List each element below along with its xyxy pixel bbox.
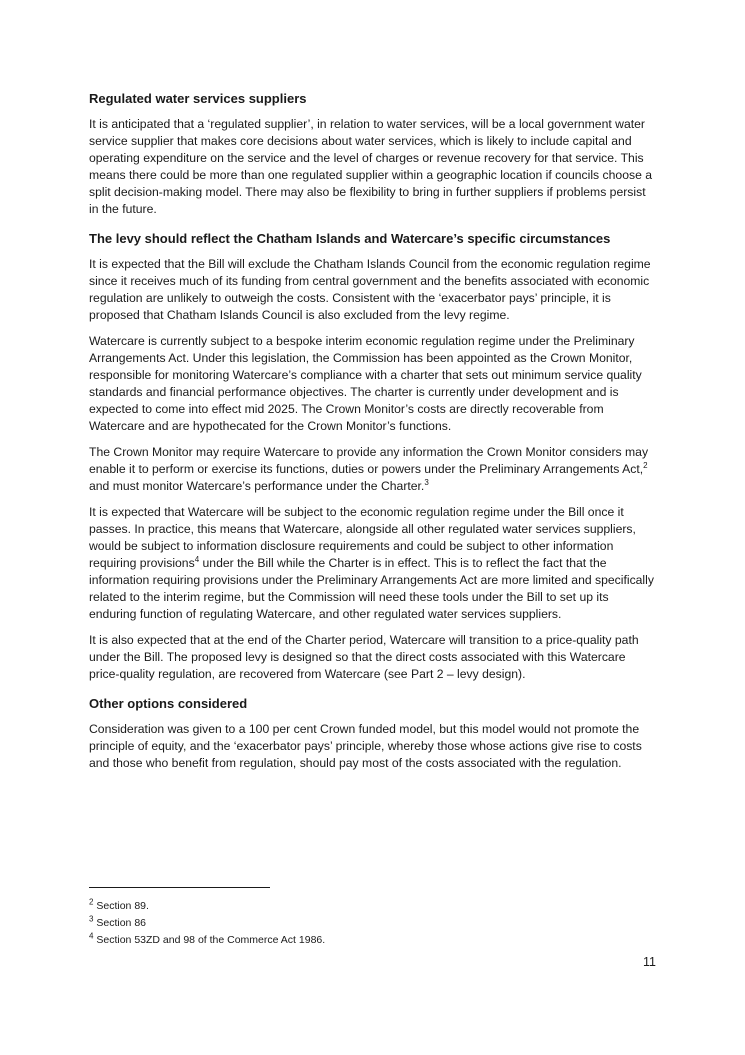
text-run: and must monitor Watercare’s performance under the Charter. [89,479,425,493]
heading-regulated-suppliers: Regulated water services suppliers [89,91,307,106]
footnote-separator [89,887,270,888]
footnote-number: 2 [89,897,94,907]
paragraph-chatham-islands: It is expected that the Bill will exclude the Chatham Islands Council from the economic regulation regime since it receives much of its funding from central government and the benefits associated with economic regulation are unlikely to outweigh the costs. Consistent with the ‘exacerbator pays’ principle, it is proposed that Chatham Islands Council is also excluded from the levy regime. [89,257,651,322]
footnote-ref-4[interactable]: 4 [194,554,200,564]
footnote-number: 3 [89,914,94,924]
footnote-text: Section 53ZD and 98 of the Commerce Act 1986. [96,934,326,946]
text-run: It is expected that Watercare will be subject to the economic regulation regime under the Bill once it passes. In practice, this means that Watercare, alongside all other regulated water services suppliers, would be subject to information disclosure requirements and could be subject to other information requiring provisions [89,505,636,570]
footnote-item [89,932,325,949]
footnote-number: 4 [89,931,94,941]
paragraph-watercare-regime [89,504,654,623]
footnote-ref-3[interactable]: 3 [424,477,429,487]
paragraph-regulated-suppliers: It is anticipated that a ‘regulated supplier’, in relation to water services, will be a local government water service supplier that makes core decisions about water services, which is likely to include capital and operating expenditure on the service and the level of charges or revenue recovery for that service. This means there could be more than one regulated supplier within a geographic location if councils choose a split decision-making model. There may also be flexibility to bring in further suppliers if problems persist in the future. [89,117,653,216]
footnote-text: Section 86 [96,917,146,929]
footnote-item [89,898,325,915]
footnote-item [89,915,325,932]
footnote-text: Section 89. [96,900,149,912]
heading-levy-circumstances: The levy should reflect the Chatham Islands and Watercare’s specific circumstances [89,231,611,246]
paragraph-other-options: Consideration was given to a 100 per cent Crown funded model, but this model would not promote the principle of equity, and the ‘exacerbator pays’ principle, whereby those whose actions give rise to costs and those who benefit from regulation, should pay most of the costs associated with the regulation. [89,722,642,770]
paragraph-watercare-interim: Watercare is currently subject to a bespoke interim economic regulation regime under the Preliminary Arrangements Act. Under this legislation, the Commission has been appointed as the Crown Monitor, responsible for monitoring Watercare’s compliance with a charter that sets out minimum service quality standards and financial performance objectives. The charter is currently under development and is expected to come into effect mid 2025. The Crown Monitor’s costs are directly recoverable from Watercare and are hypothecated for the Crown Monitor’s functions. [89,334,642,433]
footnote-ref-2[interactable]: 2 [643,460,648,470]
page-body [89,90,654,781]
heading-other-options: Other options considered [89,696,248,711]
footnotes [89,898,325,949]
paragraph-crown-monitor [89,444,654,495]
text-run: The Crown Monitor may require Watercare to provide any information the Crown Monitor considers may enable it to perform or exercise its functions, duties or powers under the Preliminary Arrangements Act, [89,445,649,476]
text-run: under the Bill while the Charter is in effect. This is to reflect the fact that the information requiring provisions under the Preliminary Arrangements Act are more limited and specifically related to the interim regime, but the Commission will need these tools under the Bill to set up its enduring function of regulating Watercare, and other regulated water services suppliers. [89,556,654,621]
page-number: 11 [643,955,656,969]
paragraph-price-quality: It is also expected that at the end of the Charter period, Watercare will transition to a price-quality path under the Bill. The proposed levy is designed so that the direct costs associated with this Watercare price-quality regulation, are recovered from Watercare (see Part 2 – levy design). [89,633,639,681]
